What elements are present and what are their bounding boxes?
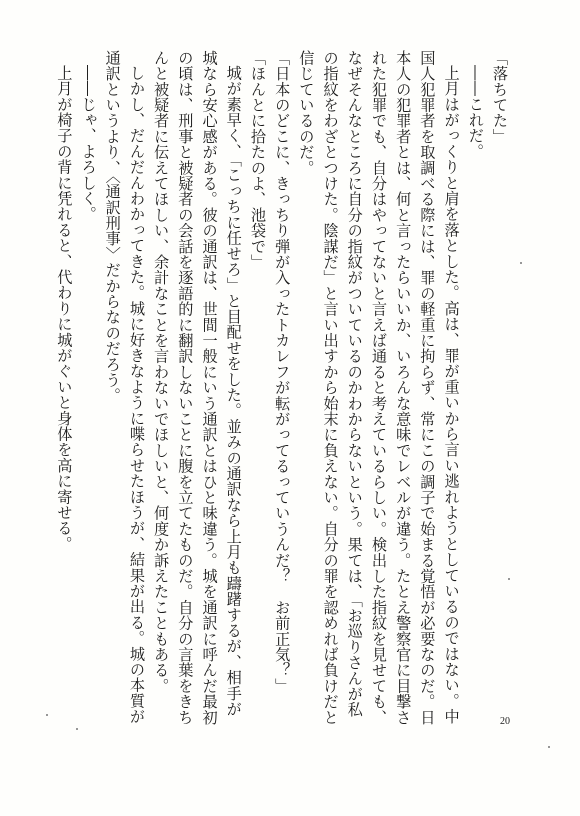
text-line: 本人の犯罪者とは、何と言ったらいいか、いろんな意味でレベルが違う。たとえ警察官に目撃さ [394,50,413,726]
scan-speck [76,728,78,730]
text-line: れた犯罪でも、自分はやってないと言えば通ると考えているらしい。検出した指紋を見せても、 [369,50,388,726]
text-line: 「ほんとに拾たのよ、池袋で」 [248,50,267,270]
scan-speck [46,714,48,716]
text-line: の指紋をわざとつけた。陰謀だ」と言い出すから始末に負えない。自分の罪を認めれば負けだと [321,50,340,726]
page-number: 20 [500,716,510,727]
text-line: 城なら安心感がある。彼の通訳は、世間一般にいう通訳とはひと味違う。城を通訳に呼んだ最初 [200,50,219,726]
text-line: 「日本のどこに、きっちり弾が入ったトカレフが転がってるっていうんだ？ お前正気？」 [273,50,292,694]
text-line: の頃は、刑事と被疑者の会話を逐語的に翻訳しないことに腹を立てたものだ。自分の言葉をきち [176,50,195,726]
scan-speck [520,262,522,264]
scan-speck [508,578,510,580]
text-line: 城が素早く、「こっちに任せろ」と目配せをした。並みの通訳なら上月も躊躇するが、相手が [224,65,243,717]
text-line: 信じているのだ。 [297,50,316,176]
text-line: ――じゃ、よろしく。 [79,65,98,223]
text-line: 「落ちてた」 [491,50,509,145]
text-line: んと被疑者に伝えてほしい、余計なことを言わないでほしいと、何度か訴えたこともある。 [152,50,171,694]
text-line: しかし、だんだんわかってきた。城に好きなように喋らせたほうが、結果が出る。城の本質が [127,65,146,725]
text-line: 通訳というより、〈通訳刑事〉だからなのだろう。 [103,50,122,404]
scan-speck [548,746,550,748]
text-line: 上月はがっくりと肩を落とした。高は、罪が重いから言い逃れようとしているのではない。中 [442,65,461,725]
text-line: ――これだ。 [466,65,485,160]
text-line: 国人犯罪者を取調べる際には、罪の軽重に拘らず、常にこの調子で始まる覚悟が必要なのだ。日 [418,50,437,726]
text-line: なぜそんなところに自分の指紋がついているのかわからないという。果ては、「お巡りさんが私 [345,50,364,718]
text-line: 上月が椅子の背に凭れると、代わりに城がぐいと身体を高に寄せる。 [55,65,74,552]
